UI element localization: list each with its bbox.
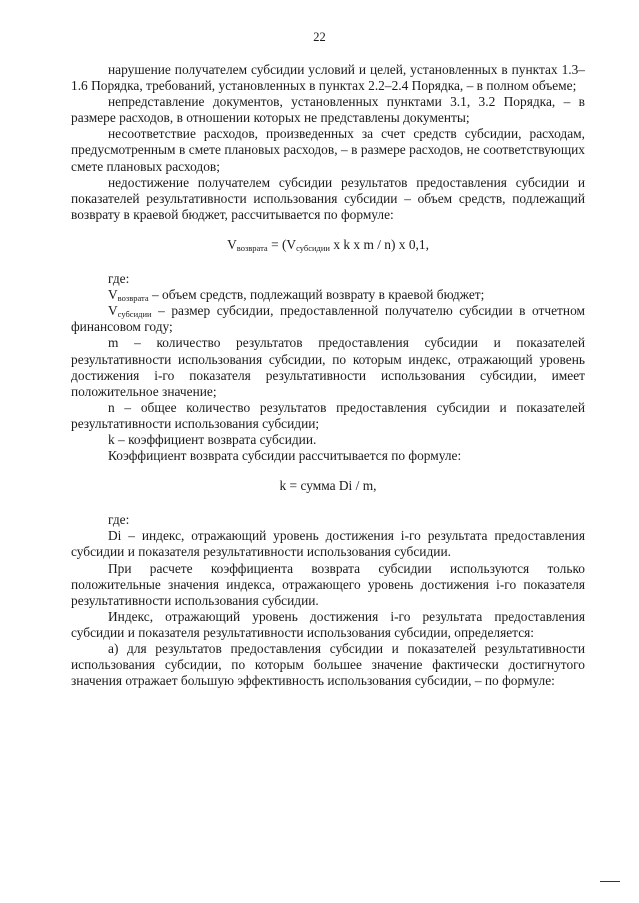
formula-coefficient: k = сумма Di / m, [279,478,377,494]
paragraph-no-documents: непредставление документов, установленных пунктами 3.1, 3.2 Порядка, – в размере расходов, в отношении которых не представлены документы; [71,94,585,126]
definition-v-return: $V_{возврата}$ – объем средств, подлежащий возврату в краевой бюджет; [108,287,485,304]
paragraph-mismatch: несоответствие расходов, произведенных за счет средств субсидии, расходам, предусмотренным в смете плановых расходов, – в размере расходов, не соответствующих смете плановых расходов; [71,126,585,174]
definition-m: m – количество результатов предоставления субсидии и показателей результативности использования субсидии, по которым индекс, отражающий уровень достижения i-го показателя результативности использования субсидии, имеет положительное значение; [71,335,585,399]
paragraph-violation: нарушение получателем субсидии условий и целей, установленных в пунктах 1.3–1.6 Порядка, требований, установленных в пунктах 2.2–2.4 Порядка, – в полном объеме; [71,62,585,94]
document-body [71,62,585,689]
paragraph-non-achievement: недостижение получателем субсидии результатов предоставления субсидии и показателей результативности использования субсидии – объем средств, подлежащий возврату в краевой бюджет, рассчитывается по формуле: [71,174,585,222]
where-label-2: где: [108,512,130,528]
paragraph-positive-values: При расчете коэффициента возврата субсидии используются только положительные значения индекса, отражающего уровень достижения i-го показателя результативности использования субсидии. [71,560,585,608]
page-number: 22 [313,30,326,44]
formula-return-volume: $V_{возврата} = (V_{субсидии}$ x k x m / n) x 0,1, [227,236,429,253]
definition-n: n – общее количество результатов предоставления субсидии и показателей результативности использования субсидии; [71,399,585,431]
definition-k: k – коэффициент возврата субсидии. [108,431,317,447]
paragraph-item-a: а) для результатов предоставления субсидии и показателей результативности использования субсидии, по которым большее значение фактически достигнутого значения отражает большую эффективность использования субсидии, – по формуле: [71,641,585,689]
scan-artifact-mark [600,881,620,882]
definition-di: Di – индекс, отражающий уровень достижения i-го результата предоставления субсидии и показателя результативности использования субсидии. [71,528,585,560]
definition-v-subsidy: $V_{субсидии}$ – размер субсидии, предоставленной получателю субсидии в отчетном финансовом году; [71,303,585,335]
coefficient-intro: Коэффициент возврата субсидии рассчитывается по формуле: [108,448,462,464]
paragraph-index-definition: Индекс, отражающий уровень достижения i-го результата предоставления субсидии и показателя результативности использования субсидии, определяется: [71,608,585,640]
where-label-1: где: [108,271,130,287]
